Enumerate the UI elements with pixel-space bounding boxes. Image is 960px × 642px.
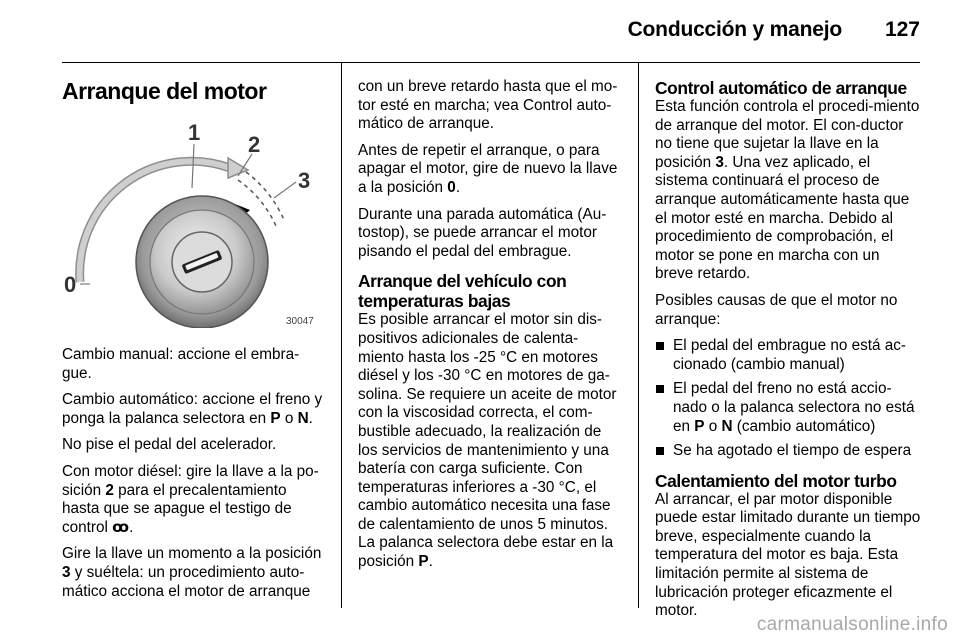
list-item: Se ha agotado el tiempo de espera (655, 442, 921, 461)
column-2 (358, 78, 624, 580)
paragraph: Al arrancar, el par motor disponible puede estar limitado durante un tiempo breve, especialmente cuando la temperatura del motor es baja. Esta limitación permite al sistema de lubricación proteger eficazmente el motor. (655, 490, 921, 620)
column-1 (62, 78, 328, 609)
column-divider (341, 62, 342, 608)
subsection-title: Control automático de arranque (655, 78, 907, 98)
ignition-switch-figure (62, 114, 324, 328)
figure-code: 30047 (286, 316, 314, 327)
list-item: El pedal del embrague no está ac-cionado (cambio manual) (655, 337, 921, 374)
paragraph: Es posible arrancar el motor sin dis-positivos adicionales de calenta-miento hasta los -25 °C en motores diésel y los -30 °C en motores de ga-solina. Se requiere un aceite de motor con la viscosidad correcta, el com-bustible adecuado, la realización de los servicios de mantenimiento y una batería con carga suficiente. Con temperaturas inferiores a -30 °C, el cambio automático necesita una fase de calentamiento de unos 5 minutos. La palanca selectora debe estar en la posición P. (358, 311, 617, 571)
paragraph: No pise el pedal del acelerador. (62, 436, 277, 454)
glow-plug-icon: ꝏ (112, 518, 130, 536)
spring-arc-outer (246, 172, 284, 220)
paragraph: Cambio manual: accione el embra-gue. (62, 346, 300, 382)
square-bullet-icon (656, 342, 664, 350)
list-item: El pedal del freno no está accio-nado o la palanca selectora no está en P o N (cambio automático) (655, 380, 921, 436)
leader-line-3 (274, 182, 296, 198)
chapter-title: Conducción y manejo (627, 18, 842, 41)
paragraph: con un breve retardo hasta que el mo-tor esté en marcha; vea Control auto-mático de arranque. (358, 78, 618, 133)
position-label-2: 2 (248, 132, 261, 157)
paragraph: Posibles causas de que el motor no arranque: (655, 291, 898, 328)
page-number: 127 (884, 18, 920, 41)
section-title: Arranque del motor (62, 78, 267, 104)
paragraph: Con motor diésel: gire la llave a la po-sición 2 para el precalentamiento hasta que se apague el testigo de control ꝏ. (62, 462, 319, 536)
page-header (62, 0, 920, 63)
subsection-title: Calentamiento del motor turbo (655, 470, 897, 491)
ignition-switch-illustration (62, 114, 324, 328)
cause-list (655, 337, 921, 461)
position-label-3: 3 (298, 168, 311, 193)
paragraph: Antes de repetir el arranque, o para apagar el motor, gire de nuevo la llave a la posición 0. (358, 141, 618, 196)
leader-line-1 (192, 144, 194, 188)
subsection-title: Arranque del vehículo con temperaturas bajas (358, 271, 567, 312)
column-3 (655, 78, 921, 629)
column-divider (638, 62, 639, 608)
square-bullet-icon (656, 385, 664, 393)
position-label-0: 0 (64, 272, 77, 297)
paragraph: Esta función controla el procedi-miento de arranque del motor. El con-ductor no tiene que sujetar la llave en la posición 3. Una vez aplicado, el sistema continuará el proceso de arranque automáticamente hasta que el motor esté en marcha. Debido al procedimiento de comprobación, el motor se pone en marcha con un breve retardo. (655, 98, 920, 283)
watermark[interactable]: carmanualsonline.info (756, 614, 948, 635)
paragraph: Gire la llave un momento a la posición 3 y suéltela: un procedimiento auto-mático acciona el motor de arranque (62, 545, 322, 600)
paragraph: Durante una parada automática (Au-tostop), se puede arrancar el motor pisando el pedal del embrague. (358, 205, 607, 260)
paragraph: Cambio automático: accione el freno y ponga la palanca selectora en P o N. (62, 391, 323, 427)
square-bullet-icon (656, 447, 664, 455)
position-label-1: 1 (188, 120, 201, 145)
